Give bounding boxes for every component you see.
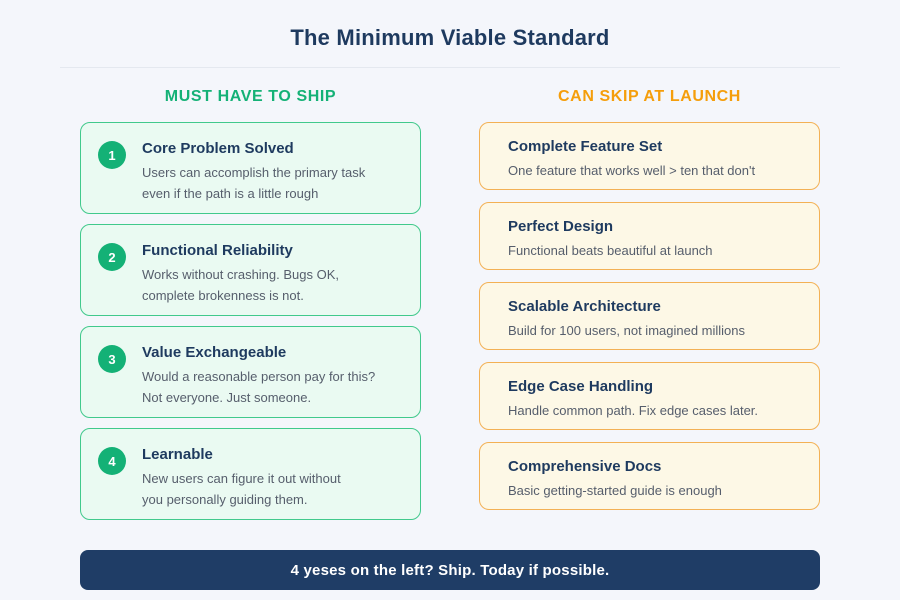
card-title: Core Problem Solved <box>142 140 294 157</box>
title-divider <box>60 67 840 68</box>
ship-banner: 4 yeses on the left? Ship. Today if possible. <box>80 550 820 590</box>
card-title: Complete Feature Set <box>508 138 663 155</box>
must-have-card-value <box>80 326 421 418</box>
card-title: Learnable <box>142 446 213 463</box>
card-description-line: Not everyone. Just someone. <box>142 389 312 405</box>
can-skip-header: CAN SKIP AT LAUNCH <box>558 88 741 105</box>
number-badge-2: 2 <box>98 243 126 271</box>
card-description-line: Would a reasonable person pay for this? <box>142 369 376 384</box>
card-description: Handle common path. Fix edge cases later. <box>508 403 759 418</box>
number-badge-4: 4 <box>98 447 126 475</box>
card-text <box>142 344 375 408</box>
must-have-card-stack <box>80 122 421 520</box>
must-have-header: MUST HAVE TO SHIP <box>164 88 337 105</box>
card-description-line: Works without crashing. Bugs OK, <box>142 267 340 282</box>
card-description-line: Users can accomplish the primary task <box>142 165 366 180</box>
card-description: One feature that works well > ten that don't <box>508 163 756 178</box>
number-badge-3: 3 <box>98 345 126 373</box>
must-have-card-reliability <box>80 224 421 316</box>
card-description-line: complete brokenness is not. <box>142 287 304 303</box>
card-description-line: you personally guiding them. <box>142 491 308 507</box>
card-description <box>142 469 341 510</box>
can-skip-column <box>479 78 820 520</box>
card-description <box>142 163 365 204</box>
can-skip-card-docs <box>479 442 820 510</box>
card-title: Perfect Design <box>508 218 614 235</box>
card-title: Edge Case Handling <box>508 378 654 395</box>
card-title: Functional Reliability <box>142 242 293 259</box>
comparison-columns <box>80 78 820 520</box>
card-description <box>142 367 375 408</box>
page-title: The Minimum Viable Standard <box>290 25 610 50</box>
must-have-card-core-problem <box>80 122 421 214</box>
can-skip-card-edge-cases <box>479 362 820 430</box>
can-skip-card-stack <box>479 122 820 510</box>
must-have-column <box>80 78 421 520</box>
card-description <box>142 265 339 306</box>
card-description: Basic getting-started guide is enough <box>508 483 722 498</box>
card-description-line: New users can figure it out without <box>142 471 341 486</box>
card-text <box>142 140 365 204</box>
can-skip-card-feature-set <box>479 122 820 190</box>
card-description: Functional beats beautiful at launch <box>508 243 713 258</box>
can-skip-card-perfect-design <box>479 202 820 270</box>
card-text <box>142 446 341 510</box>
can-skip-card-scalable-architecture <box>479 282 820 350</box>
card-description-line: even if the path is a little rough <box>142 185 319 201</box>
must-have-card-learnable <box>80 428 421 520</box>
card-title: Scalable Architecture <box>508 298 661 315</box>
number-badge-1: 1 <box>98 141 126 169</box>
card-title: Comprehensive Docs <box>508 458 662 475</box>
card-title: Value Exchangeable <box>142 344 287 361</box>
card-text <box>142 242 339 306</box>
card-description: Build for 100 users, not imagined millions <box>508 323 746 338</box>
